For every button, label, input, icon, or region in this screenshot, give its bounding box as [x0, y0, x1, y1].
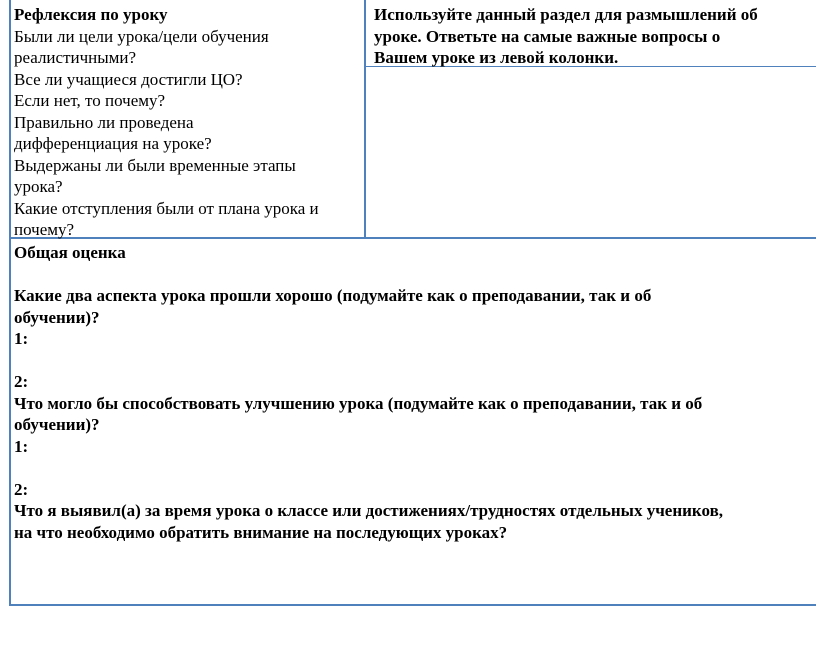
summary-cell	[11, 239, 816, 604]
instruction-line: Вашем уроке из левой колонки.	[374, 48, 619, 67]
question-class-findings: на что необходимо обратить внимание на последующих уроках?	[14, 522, 508, 542]
reflection-line: почему?	[14, 220, 75, 239]
reflection-questions-cell	[11, 0, 366, 239]
question-went-well: обучении)?	[14, 307, 100, 327]
reflection-line: урока?	[14, 177, 63, 196]
answer-slot-1[interactable]: 1:	[14, 436, 29, 456]
lesson-reflection-table	[9, 0, 816, 606]
spacer	[14, 264, 812, 286]
reflection-answer-area[interactable]	[366, 67, 816, 239]
instruction-line: Используйте данный раздел для размышлений об	[374, 5, 758, 24]
question-improvement: обучении)?	[14, 415, 100, 434]
reflection-line: Если нет, то почему?	[14, 91, 166, 110]
answer-slot-2[interactable]: 2:	[14, 479, 29, 499]
answer-slot-2[interactable]: 2:	[14, 372, 29, 391]
summary-title: Общая оценка	[14, 243, 126, 262]
instruction-cell	[366, 0, 816, 67]
question-improvement: Что могло бы способствовать улучшению урока (подумайте как о преподавании, так и об	[14, 393, 703, 413]
spacer	[14, 457, 812, 479]
reflection-line: дифференциация на уроке?	[14, 134, 212, 153]
reflection-line: Выдержаны ли были временные этапы	[14, 155, 296, 175]
question-went-well: Какие два аспекта урока прошли хорошо (подумайте как о преподавании, так и об	[14, 286, 652, 305]
spacer	[14, 350, 812, 372]
reflection-line: реалистичными?	[14, 48, 137, 67]
reflection-title: Рефлексия по уроку	[14, 5, 168, 24]
reflection-line: Были ли цели урока/цели обучения	[14, 26, 269, 46]
reflection-line: Все ли учащиеся достигли ЦО?	[14, 69, 243, 89]
reflection-line: Правильно ли проведена	[14, 112, 194, 132]
question-class-findings: Что я выявил(а) за время урока о классе или достижениях/трудностях отдельных учеников,	[14, 501, 723, 520]
reflection-line: Какие отступления были от плана урока и	[14, 198, 319, 218]
answer-slot-1[interactable]: 1:	[14, 329, 29, 348]
instruction-line: уроке. Ответьте на самые важные вопросы о	[374, 26, 721, 46]
